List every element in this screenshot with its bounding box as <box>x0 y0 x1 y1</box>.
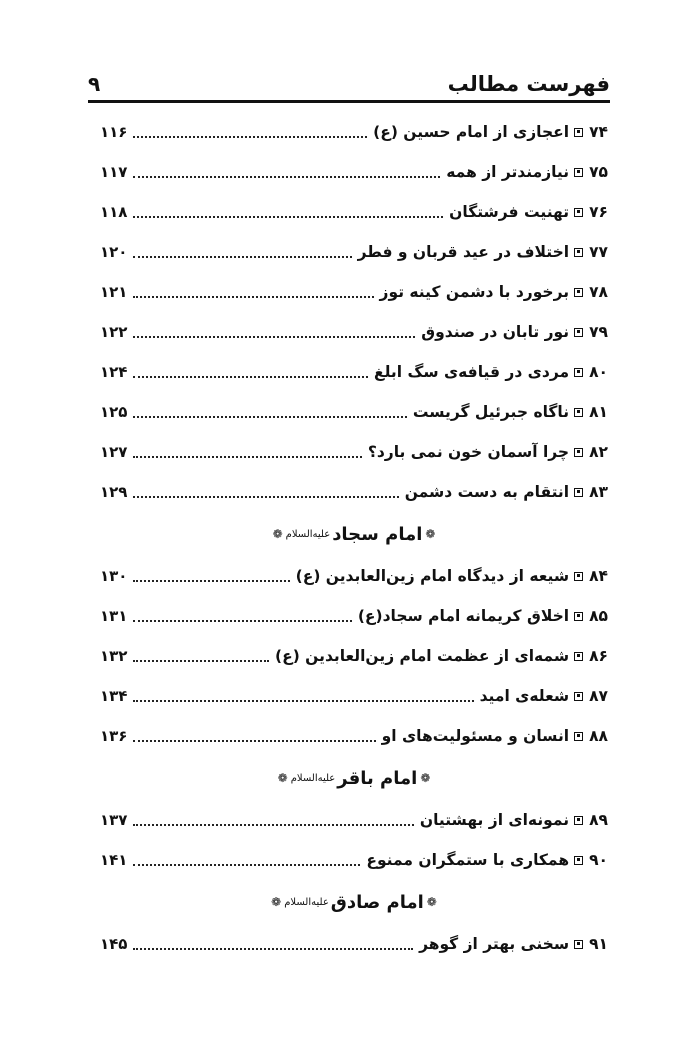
dot-leader <box>133 660 269 662</box>
table-of-contents <box>100 112 608 964</box>
dot-leader <box>133 376 368 378</box>
toc-entry[interactable] <box>100 472 608 512</box>
salute-mark: عليه‌السلام <box>285 528 331 540</box>
boxed-square-icon <box>574 128 583 137</box>
entry-title: چرا آسمان خون نمی بارد؟ <box>367 443 570 461</box>
entry-page: ۱۲۹ <box>100 483 128 501</box>
section-heading <box>100 880 608 924</box>
entry-title: نیازمندتر از همه <box>446 163 570 181</box>
entry-title: مردی در قیافه‌ی سگ ابلغ <box>374 363 570 381</box>
section-title: امام صادق <box>330 891 424 913</box>
entry-page: ۱۲۴ <box>100 363 128 381</box>
entry-page: ۱۲۱ <box>100 283 128 301</box>
dot-leader <box>133 136 367 138</box>
boxed-square-icon <box>574 368 583 377</box>
entry-page: ۱۴۱ <box>100 851 128 869</box>
toc-entry[interactable] <box>100 676 608 716</box>
entry-page: ۱۲۲ <box>100 323 128 341</box>
entry-number: ۷۶ <box>589 203 608 221</box>
toc-entry[interactable] <box>100 232 608 272</box>
entry-number: ۸۶ <box>589 647 608 665</box>
toc-entry[interactable] <box>100 596 608 636</box>
entry-title: شمه‌ای از عظمت امام زین‌العابدین (ع) <box>275 647 570 665</box>
section-title: امام سجاد <box>332 523 423 545</box>
toc-entry[interactable] <box>100 152 608 192</box>
toc-entry[interactable] <box>100 272 608 312</box>
dot-leader <box>133 700 473 702</box>
dot-leader <box>133 948 413 950</box>
entry-page: ۱۱۶ <box>100 123 128 141</box>
entry-number: ۸۳ <box>589 483 608 501</box>
entry-page: ۱۳۱ <box>100 607 128 625</box>
boxed-square-icon <box>574 328 583 337</box>
toc-entry[interactable] <box>100 432 608 472</box>
dot-leader <box>133 496 398 498</box>
header-title: فهرست مطالب <box>447 72 610 96</box>
entry-number: ۸۵ <box>589 607 608 625</box>
dot-leader <box>133 296 373 298</box>
entry-page: ۱۳۷ <box>100 811 128 829</box>
boxed-square-icon <box>574 612 583 621</box>
salute-mark: عليه‌السلام <box>290 772 336 784</box>
entry-number: ۷۸ <box>589 283 608 301</box>
entry-title: همکاری با ستمگران ممنوع <box>366 851 570 869</box>
boxed-square-icon <box>574 732 583 741</box>
boxed-square-icon <box>574 692 583 701</box>
toc-entry[interactable] <box>100 556 608 596</box>
toc-entry[interactable] <box>100 924 608 964</box>
dot-leader <box>133 620 351 622</box>
boxed-square-icon <box>574 816 583 825</box>
ornament-icon: ❁ <box>271 895 282 909</box>
entry-page: ۱۲۰ <box>100 243 128 261</box>
dot-leader <box>133 216 443 218</box>
toc-entry[interactable] <box>100 392 608 432</box>
page-header <box>88 64 610 103</box>
dot-leader <box>133 176 440 178</box>
entry-number: ۸۰ <box>589 363 608 381</box>
entry-page: ۱۳۰ <box>100 567 128 585</box>
boxed-square-icon <box>574 652 583 661</box>
entry-number: ۷۹ <box>589 323 608 341</box>
entry-title: شیعه از دیدگاه امام زین‌العابدین (ع) <box>295 567 570 585</box>
entry-number: ۷۴ <box>589 123 608 141</box>
ornament-icon: ❁ <box>272 527 283 541</box>
dot-leader <box>133 256 351 258</box>
entry-title: برخورد با دشمن کینه توز <box>379 283 570 301</box>
entry-page: ۱۳۴ <box>100 687 128 705</box>
entry-number: ۸۱ <box>589 403 608 421</box>
entry-title: شعله‌ی امید <box>479 687 570 705</box>
entry-page: ۱۱۸ <box>100 203 128 221</box>
entry-title: تهنیت فرشتگان <box>449 203 570 221</box>
entry-title: سخنی بهتر از گوهر <box>419 935 570 953</box>
dot-leader <box>133 456 361 458</box>
boxed-square-icon <box>574 488 583 497</box>
dot-leader <box>133 824 413 826</box>
dot-leader <box>133 740 375 742</box>
entry-number: ۸۸ <box>589 727 608 745</box>
entry-title: انتقام به دست دشمن <box>404 483 570 501</box>
entry-page: ۱۳۶ <box>100 727 128 745</box>
boxed-square-icon <box>574 208 583 217</box>
toc-entry[interactable] <box>100 636 608 676</box>
entry-title: اخلاق کریمانه امام سجاد(ع) <box>357 607 570 625</box>
entry-number: ۷۵ <box>589 163 608 181</box>
entry-number: ۹۰ <box>589 851 608 869</box>
entry-title: نمونه‌ای از بهشتیان <box>419 811 570 829</box>
boxed-square-icon <box>574 856 583 865</box>
entry-page: ۱۴۵ <box>100 935 128 953</box>
dot-leader <box>133 336 415 338</box>
salute-mark: عليه‌السلام <box>284 896 329 908</box>
section-heading <box>100 756 608 800</box>
entry-page: ۱۲۵ <box>100 403 128 421</box>
toc-entry[interactable] <box>100 312 608 352</box>
entry-title: اختلاف در عید قربان و فطر <box>357 243 570 261</box>
dot-leader <box>133 580 289 582</box>
boxed-square-icon <box>574 288 583 297</box>
toc-entry[interactable] <box>100 716 608 756</box>
toc-entry[interactable] <box>100 112 608 152</box>
boxed-square-icon <box>574 448 583 457</box>
dot-leader <box>133 416 406 418</box>
toc-entry[interactable] <box>100 840 608 880</box>
entry-title: انسان و مسئولیت‌های او <box>381 727 570 745</box>
dot-leader <box>133 864 360 866</box>
ornament-icon: ❁ <box>277 771 288 785</box>
section-title: امام باقر <box>337 767 418 789</box>
entry-title: ناگاه جبرئیل گریست <box>412 403 570 421</box>
entry-page: ۱۱۷ <box>100 163 128 181</box>
boxed-square-icon <box>574 168 583 177</box>
section-heading <box>100 512 608 556</box>
ornament-icon: ❁ <box>420 771 431 785</box>
toc-entry[interactable] <box>100 800 608 840</box>
boxed-square-icon <box>574 940 583 949</box>
page-number: ۹ <box>88 72 101 96</box>
ornament-icon: ❁ <box>425 527 436 541</box>
ornament-icon: ❁ <box>426 895 437 909</box>
entry-number: ۹۱ <box>589 935 608 953</box>
entry-page: ۱۳۲ <box>100 647 128 665</box>
entry-number: ۸۹ <box>589 811 608 829</box>
entry-number: ۷۷ <box>589 243 608 261</box>
toc-entry[interactable] <box>100 352 608 392</box>
boxed-square-icon <box>574 408 583 417</box>
boxed-square-icon <box>574 572 583 581</box>
toc-entry[interactable] <box>100 192 608 232</box>
entry-number: ۸۴ <box>589 567 608 585</box>
entry-page: ۱۲۷ <box>100 443 128 461</box>
entry-number: ۸۲ <box>589 443 608 461</box>
entry-title: اعجازی از امام حسین (ع) <box>373 123 570 141</box>
boxed-square-icon <box>574 248 583 257</box>
entry-number: ۸۷ <box>589 687 608 705</box>
entry-title: نور تابان در صندوق <box>421 323 570 341</box>
